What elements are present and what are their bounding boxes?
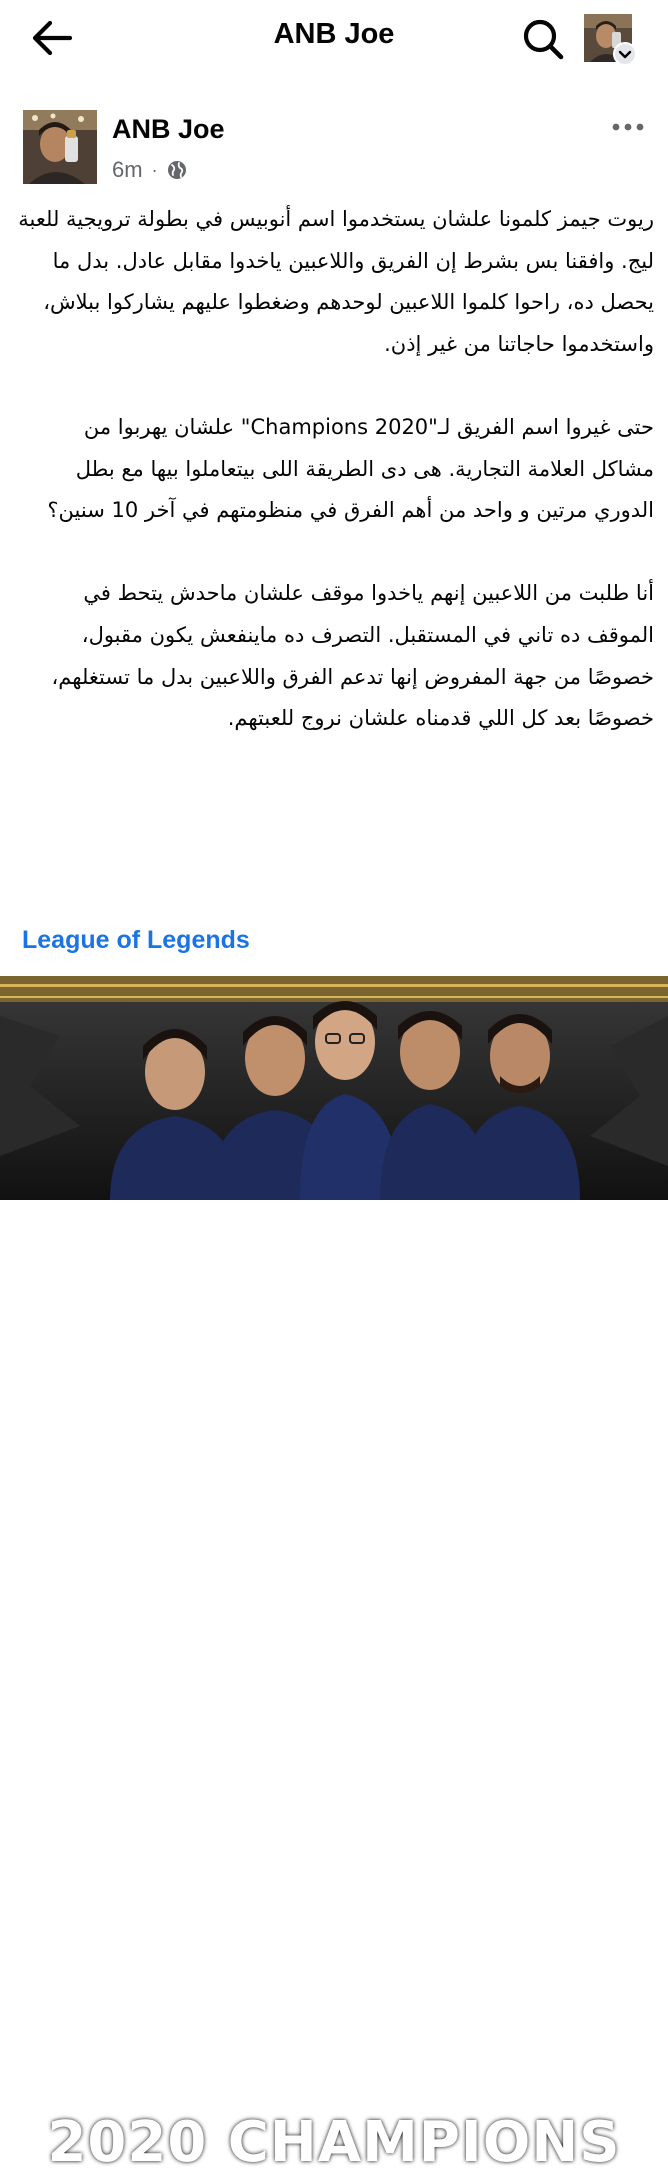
globe-icon [167,160,187,180]
author-photo [23,110,97,184]
author-name[interactable]: ANB Joe [112,114,225,144]
post-time[interactable]: 6m [112,157,143,182]
chevron-down-icon [615,44,635,64]
post-paragraph: أنا طلبت من اللاعبين إنهم ياخدوا موقف علشان ماحدش يتحط في الموقف ده تاني في المستقبل. التصرف ده ماينفعش يكون مقبول، خصوصًا من جهة المفروض إنها تدعم الفرق واللاعبين بدل ما تستغلهم، خصوصًا بعد كل اللي قدمناه علشان نروج للعبتهم. [51,581,654,731]
team-photo [0,976,668,1200]
top-bar [0,0,668,76]
account-menu-caret[interactable] [613,42,637,66]
search-icon [520,16,566,62]
post-options-button[interactable] [608,112,648,142]
post-paragraph: حتى غيروا اسم الفريق لـ"Champions 2020" علشان يهربوا من مشاكل العلامة التجارية. هى دى الطريقة اللى بيتعاملوا بيها مع بطل الدوري مرتين و واحد من أهم الفرق في منظومتهم في آخر 10 سنين؟ [47,414,654,523]
post-paragraph: ريوت جيمز كلمونا علشان يستخدموا اسم أنوبيس في بطولة ترويجية للعبة ليج. وافقنا بس بشرط إن الفريق واللاعبين ياخدوا مقابل عادل. بدل ما يحصل ده، راحوا كلموا اللاعبين لوحدهم وضغطوا عليهم يشاركوا ببلاش، واستخدموا حاجاتنا من غير إذن. [18,207,654,356]
author-avatar[interactable] [23,110,97,184]
page-title: ANB Joe [273,18,395,50]
meta-separator: · [151,159,158,180]
post-meta [112,156,187,184]
search-button[interactable] [520,16,566,62]
image-caption: 2020 CHAMPIONS [47,2110,621,2175]
more-horizontal-icon [608,112,648,142]
post-image[interactable] [0,976,668,2175]
post-text [18,199,654,740]
page-tag-link[interactable]: League of Legends [22,926,250,954]
